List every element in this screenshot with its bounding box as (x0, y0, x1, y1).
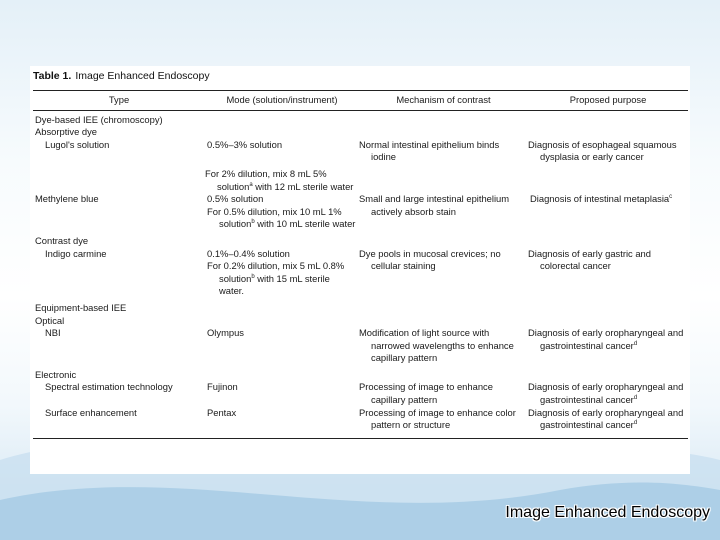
header-mechanism: Mechanism of contrast (359, 91, 528, 111)
mechanism-surface: Processing of image to enhance color pattern or structure (359, 407, 528, 439)
purpose-methylene: Diagnosis of intestinal metaplasia$^c$ (530, 193, 673, 205)
section-equipment: Equipment-based IEE (35, 301, 127, 313)
mode-indigo: 0.1%–0.4% solution For 0.2% dilution, mix 5 mL 0.8% solution$^b$ with 15 mL sterile water. (207, 247, 345, 297)
table-row (33, 164, 688, 193)
type-lugol: Lugol's solution (45, 138, 110, 150)
table-row (33, 248, 688, 298)
type-indigo: Indigo carmine (45, 247, 107, 259)
table-row (33, 231, 688, 248)
subsection-optical: Optical (35, 314, 65, 326)
table-row (33, 139, 688, 164)
table-row (33, 365, 688, 382)
purpose-spectral: Diagnosis of early oropharyngeal and gastrointestinal cancer$^d$ (528, 381, 684, 406)
purpose-nbi: Diagnosis of early oropharyngeal and gastrointestinal cancer$^d$ (528, 327, 684, 351)
slide-footer-title: Image Enhanced Endoscopy (505, 504, 710, 521)
mode-nbi: Olympus (207, 327, 244, 339)
type-methylene: Methylene blue (35, 193, 99, 205)
table-header-row (33, 91, 688, 111)
purpose-indigo: Diagnosis of early gastric and colorectal cancer (528, 247, 651, 272)
mode-spectral: Fujinon (207, 381, 238, 393)
mechanism-indigo: Dye pools in mucosal crevices; no cellular staining (359, 247, 501, 272)
mode-lugol-dilution: For 2% dilution, mix 8 mL 5% solution$^a$ with 12 mL sterile water (205, 167, 354, 192)
mechanism-lugol: Normal intestinal epithelium binds iodine (359, 138, 500, 163)
table-caption-label: Table 1. (33, 70, 72, 82)
header-type: Type (33, 91, 205, 111)
iee-table (33, 90, 688, 439)
type-nbi: NBI (45, 327, 61, 339)
table-row (33, 315, 688, 328)
subsection-absorptive: Absorptive dye (35, 126, 98, 138)
mechanism-methylene: Small and large intestinal epithelium actively absorb stain (359, 193, 510, 217)
mode-methylene: 0.5% solution For 0.5% dilution, mix 10 mL 1% solution$^b$ with 10 mL sterile water (207, 193, 356, 230)
table-row (33, 110, 688, 126)
table-caption (33, 70, 210, 82)
table-row (33, 327, 688, 365)
mode-surface: Pentax (205, 407, 359, 439)
table-figure (30, 66, 690, 474)
table-row (33, 126, 688, 139)
table-caption-title: Image Enhanced Endoscopy (75, 70, 210, 82)
mode-lugol: 0.5%–3% solution (207, 138, 283, 150)
subsection-electronic: Electronic (35, 368, 77, 380)
table-row (33, 407, 688, 439)
type-surface: Surface enhancement (33, 407, 205, 439)
mechanism-spectral: Processing of image to enhance capillary pattern (359, 381, 493, 406)
mechanism-nbi: Modification of light source with narrowed wavelengths to enhance capillary pattern (359, 327, 514, 364)
type-spectral: Spectral estimation technology (45, 381, 173, 393)
purpose-lugol: Diagnosis of esophageal squamous dysplasia or early cancer (528, 138, 677, 163)
section-dye-based: Dye-based IEE (chromoscopy) (35, 113, 163, 125)
table-row (33, 381, 688, 406)
subsection-contrast: Contrast dye (35, 234, 89, 246)
header-mode: Mode (solution/instrument) (205, 91, 359, 111)
purpose-surface: Diagnosis of early oropharyngeal and gastrointestinal cancer$^d$ (528, 407, 688, 439)
table-row (33, 193, 688, 231)
table-row (33, 298, 688, 315)
header-purpose: Proposed purpose (528, 91, 688, 111)
